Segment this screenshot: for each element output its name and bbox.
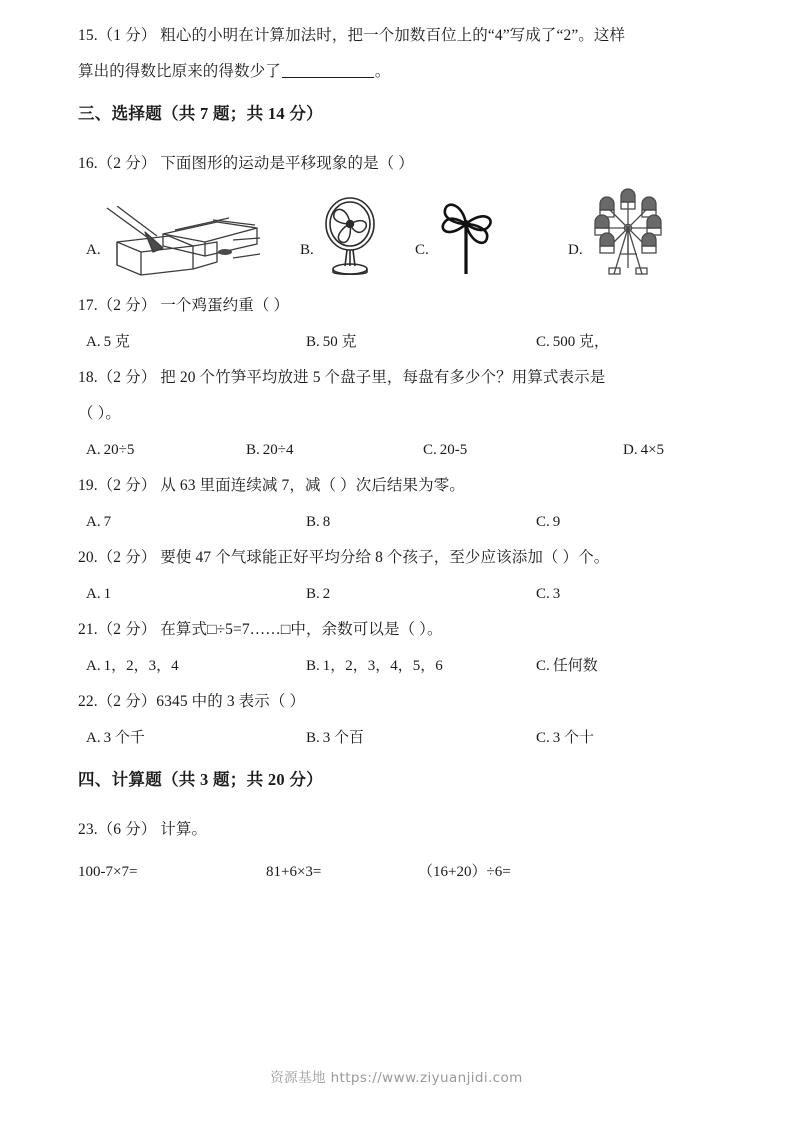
option-b[interactable] — [306, 720, 364, 756]
page-content — [78, 0, 730, 890]
option-d-label: D. — [623, 442, 638, 458]
option-c[interactable] — [536, 324, 609, 360]
option-c-label: C. — [536, 514, 550, 530]
option-a[interactable] — [86, 576, 111, 612]
section-heading-4: 四、计算题（共 3 题；共 20 分） — [78, 770, 323, 789]
option-b-label: B. — [300, 242, 314, 258]
option-c-text: 500 克， — [552, 334, 610, 350]
option-b[interactable] — [300, 196, 382, 278]
option-b[interactable] — [306, 324, 357, 360]
footer-url: https://www.ziyuanjidi.com — [330, 1070, 523, 1086]
question-18-options — [78, 432, 730, 468]
question-22 — [78, 684, 730, 756]
option-d[interactable] — [568, 188, 669, 278]
option-b-label: B. — [306, 658, 320, 674]
electric-fan-icon — [318, 196, 382, 278]
option-c-text: 9 — [552, 514, 561, 530]
option-c-label: C. — [536, 586, 550, 602]
option-c[interactable] — [536, 648, 598, 684]
option-b[interactable] — [306, 504, 330, 540]
option-a-label: A. — [86, 514, 101, 530]
footer-watermark — [0, 1066, 793, 1086]
option-a[interactable] — [86, 206, 261, 278]
option-c-text: 3 个十 — [552, 730, 595, 746]
footer-site-name: 资源基地 — [270, 1070, 326, 1085]
question-16 — [78, 146, 730, 278]
option-a[interactable] — [86, 504, 111, 540]
option-b[interactable] — [306, 576, 330, 612]
section-heading-3: 三、选择题（共 7 题；共 14 分） — [78, 104, 323, 123]
question-20-options — [78, 576, 730, 612]
option-a[interactable] — [86, 324, 130, 360]
option-b-text: 1，2，3，4，5，6 — [322, 658, 443, 674]
option-b-label: B. — [306, 334, 320, 350]
option-b-label: B. — [306, 730, 320, 746]
option-a-text: 3 个千 — [103, 730, 145, 746]
option-b[interactable] — [246, 432, 294, 468]
option-a-label: A. — [86, 442, 101, 458]
option-b[interactable] — [306, 648, 443, 684]
option-a[interactable] — [86, 648, 179, 684]
question-20 — [78, 540, 730, 612]
option-a-label: A. — [86, 658, 101, 674]
question-22-stem: 22.（2 分）6345 中的 3 表示（ ） — [78, 693, 306, 710]
option-b-text: 20÷4 — [262, 442, 294, 458]
question-16-stem: 16.（2 分） 下面图形的运动是平移现象的是（ ） — [78, 155, 414, 172]
option-c[interactable] — [536, 720, 594, 756]
question-17-options — [78, 324, 730, 360]
option-a-label: A. — [86, 242, 101, 258]
question-19-options — [78, 504, 730, 540]
expression-2: 81+6×3= — [266, 864, 322, 880]
option-a-label: A. — [86, 334, 101, 350]
question-21-options — [78, 648, 730, 684]
option-c-label: C. — [536, 730, 550, 746]
question-15 — [78, 18, 730, 90]
option-b-label: B. — [306, 586, 320, 602]
question-15-line2-text: 算出的得数比原来的得数少了 — [78, 63, 281, 80]
option-c-text: 3 — [552, 586, 561, 602]
question-19 — [78, 468, 730, 540]
ferris-wheel-icon — [587, 188, 669, 278]
option-c[interactable] — [536, 504, 560, 540]
question-21-stem: 21.（2 分） 在算式□÷5=7……□中，余数可以是（ ）。 — [78, 621, 443, 638]
question-18-line1: 18.（2 分） 把 20 个竹笋平均放进 5 个盘子里，每盘有多少个？用算式表示是 — [78, 369, 606, 386]
expression-3: （16+20）÷6= — [418, 864, 511, 880]
answer-blank[interactable] — [282, 77, 374, 78]
option-a-text: 1 — [103, 586, 112, 602]
option-d[interactable] — [623, 432, 664, 468]
option-c[interactable] — [536, 576, 560, 612]
option-c-label: C. — [536, 658, 550, 674]
question-23-stem: 23.（6 分） 计算。 — [78, 821, 208, 838]
expression-1: 100-7×7= — [78, 864, 138, 880]
question-15-line2 — [78, 54, 730, 90]
option-d-label: D. — [568, 242, 583, 258]
question-22-options — [78, 720, 730, 756]
question-17-stem: 17.（2 分） 一个鸡蛋约重（ ） — [78, 297, 290, 314]
option-c-label: C. — [423, 442, 437, 458]
option-b-text: 3 个百 — [322, 730, 365, 746]
option-b-label: B. — [306, 514, 320, 530]
option-a-label: A. — [86, 586, 101, 602]
question-15-line1: 15.（1 分） 粗心的小明在计算加法时，把一个加数百位上的“4”写成了“2”。这样 — [78, 27, 626, 44]
option-d-text: 4×5 — [640, 442, 665, 458]
option-a[interactable] — [86, 432, 134, 468]
question-15-line2-period: 。 — [374, 63, 391, 80]
option-c-text: 20-5 — [439, 442, 468, 458]
question-16-options — [78, 186, 730, 278]
question-18 — [78, 360, 730, 468]
option-c[interactable] — [415, 194, 499, 278]
option-b-text: 8 — [322, 514, 331, 530]
option-a-text: 7 — [103, 514, 112, 530]
option-b-label: B. — [246, 442, 260, 458]
option-c[interactable] — [423, 432, 467, 468]
option-b-text: 2 — [322, 586, 331, 602]
option-a-text: 20÷5 — [103, 442, 135, 458]
option-c-label: C. — [536, 334, 550, 350]
option-a[interactable] — [86, 720, 145, 756]
question-18-line2: （ ）。 — [78, 405, 122, 422]
question-23-expressions — [78, 854, 730, 890]
question-17 — [78, 288, 730, 360]
option-a-label: A. — [86, 730, 101, 746]
drawer-icon — [105, 206, 261, 278]
question-23 — [78, 812, 730, 890]
question-21 — [78, 612, 730, 684]
pinwheel-icon — [433, 194, 499, 278]
option-c-text: 任何数 — [552, 658, 598, 674]
option-a-text: 1，2，3，4 — [103, 658, 179, 674]
option-b-text: 50 克 — [322, 334, 357, 350]
option-c-label: C. — [415, 242, 429, 258]
question-20-stem: 20.（2 分） 要使 47 个气球能正好平均分给 8 个孩子，至少应该添加（ ）个。 — [78, 549, 610, 566]
option-a-text: 5 克 — [103, 334, 130, 350]
question-19-stem: 19.（2 分） 从 63 里面连续减 7，减（ ）次后结果为零。 — [78, 477, 465, 494]
